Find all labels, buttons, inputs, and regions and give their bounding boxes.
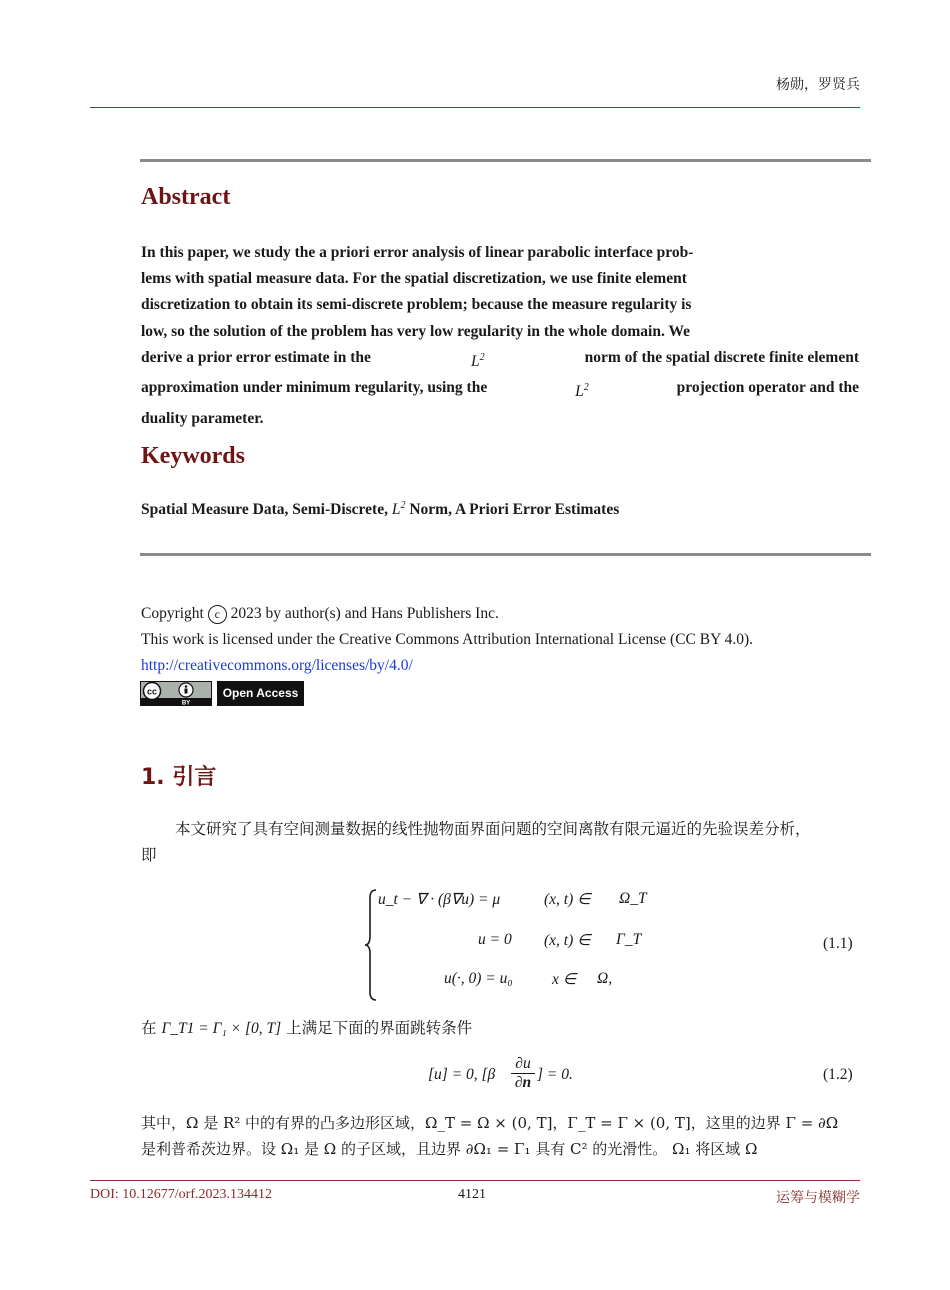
copyright-label: Copyright: [141, 605, 204, 622]
copyright-circle-icon: c: [208, 605, 227, 624]
jump-intro: [141, 1016, 472, 1038]
eq1-row2-dom: Γ_T: [616, 931, 642, 948]
footer-journal[interactable]: 运筹与模糊学: [776, 1190, 860, 1206]
abstract-text: derive a prior error estimate in the: [141, 348, 371, 366]
abstract-line: duality parameter.: [141, 409, 264, 427]
jump-intro-text: 在: [141, 1019, 157, 1037]
domain-paragraph-line: 是利普希茨边界。设 Ω₁ 是 Ω 的子区域，且边界 ∂Ω₁ = Γ₁ 具有 C² 的光滑性。 Ω₁ 将区域 Ω: [141, 1140, 758, 1158]
eq1-row3: u(·, 0) = u₀: [444, 970, 513, 987]
jump-intro-math: Γ_T1 = Γ₁ × [0, T]: [161, 1020, 282, 1037]
section-1-title: 1. 引言: [141, 765, 217, 790]
abstract-line: In this paper, we study the a priori error analysis of linear parabolic interface prob-: [141, 244, 694, 261]
license-link[interactable]: http://creativecommons.org/licenses/by/4.0/: [141, 657, 413, 675]
keywords-text: Norm, A Priori Error Estimates: [409, 501, 620, 519]
l2-symbol: $L^2$: [575, 382, 589, 401]
footer-rule: [90, 1180, 860, 1181]
copyright-line: [141, 601, 881, 627]
license-link-line: [141, 653, 881, 679]
eq1-row3-dom: Ω,: [597, 970, 613, 987]
abstract-text: projection operator and the: [676, 379, 859, 397]
abstract-text: norm of the spatial discrete finite element: [584, 348, 859, 366]
keywords-body: [141, 500, 859, 519]
header-rule: [90, 107, 860, 108]
running-header-authors: 杨勋，罗贤兵: [776, 77, 860, 93]
cc-by-logo-icon: [140, 681, 212, 706]
keywords-text: Spatial Measure Data, Semi-Discrete,: [141, 501, 388, 519]
left-brace: [364, 888, 378, 1002]
abstract-line: low, so the solution of the problem has very low regularity in the whole domain. We: [141, 322, 690, 340]
keywords-bottom-rule: [140, 553, 871, 556]
eq1-row1-dom: Ω_T: [619, 890, 647, 907]
abstract-line: [141, 375, 859, 405]
abstract-body: [141, 240, 859, 432]
footer-doi[interactable]: DOI: 10.12677/orf.2023.134412: [90, 1187, 272, 1202]
abstract-title: Abstract: [141, 184, 231, 210]
l2-symbol: $L^2$: [470, 351, 485, 370]
intro-text: 本文研究了具有空间测量数据的线性抛物面界面问题的空间离散有限元逼近的先验误差分析，: [175, 820, 811, 838]
cc-by-badge[interactable]: [140, 681, 212, 706]
eq2-left: [u] = 0, [β: [428, 1066, 496, 1083]
eq2-right: ] = 0.: [537, 1066, 573, 1083]
copyright-block: [141, 601, 881, 680]
svg-text:cc: cc: [146, 686, 158, 697]
eq1-row3-cond: x ∈: [552, 971, 577, 988]
domain-paragraph-line: 其中，Ω 是 R² 中的有界的凸多边形区域，Ω_T = Ω × (0, T]，Γ_T = Γ × (0, T]，这里的边界 Γ = ∂Ω: [141, 1114, 839, 1132]
keywords-title: Keywords: [141, 443, 245, 469]
eq1-row2: u = 0: [478, 931, 512, 948]
abstract-top-rule: [140, 159, 871, 162]
jump-intro-text: 上满足下面的界面跳转条件: [286, 1019, 473, 1037]
license-line: This work is licensed under the Creative Commons Attribution International License (CC BY 4.0).: [141, 631, 753, 649]
eq2-label: (1.2): [823, 1066, 853, 1083]
page-number: 4121: [458, 1187, 486, 1202]
eq2-numerator: ∂u: [515, 1055, 531, 1072]
eq1-row1: u_t − ∇ · (β∇u) = μ: [378, 891, 501, 908]
abstract-line: [141, 345, 859, 375]
l2-symbol: $L^2$: [391, 500, 406, 519]
cc-by-text: BY: [181, 700, 191, 706]
abstract-text: approximation under minimum regularity, using the: [141, 379, 488, 397]
eq1-row2-cond: (x, t) ∈: [544, 932, 591, 949]
eq1-row1-cond: (x, t) ∈: [544, 891, 591, 908]
eq1-label: (1.1): [823, 935, 853, 952]
copyright-holder: 2023 by author(s) and Hans Publishers Inc.: [230, 605, 499, 622]
abstract-line: discretization to obtain its semi-discrete problem; because the measure regularity is: [141, 296, 692, 314]
intro-paragraph: [141, 816, 859, 842]
eq2-fraction: [511, 1055, 535, 1092]
eq2-denominator: ∂n: [511, 1073, 535, 1092]
open-access-badge[interactable]: Open Access: [217, 681, 304, 706]
abstract-line: lems with spatial measure data. For the spatial discretization, we use finite element: [141, 270, 687, 288]
intro-paragraph-cont: 即: [141, 846, 157, 864]
